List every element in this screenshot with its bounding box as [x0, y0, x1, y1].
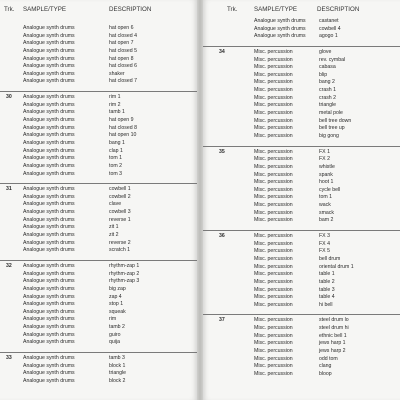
- sample-type-cell: Analogue synth drums: [23, 370, 75, 377]
- sample-type-cell: Misc. percussion: [254, 186, 293, 193]
- table-row: [0, 71, 197, 79]
- table-row: [0, 263, 197, 271]
- description-cell: tom 1: [319, 194, 332, 201]
- table-row: [203, 210, 400, 218]
- track-block: [203, 46, 400, 141]
- sample-type-cell: Misc. percussion: [254, 370, 293, 377]
- sample-type-cell: Misc. percussion: [254, 194, 293, 201]
- table-row: [203, 87, 400, 95]
- description-cell: cowbell 2: [109, 193, 131, 200]
- description-cell: triangle: [109, 370, 127, 377]
- description-cell: zit 2: [109, 232, 119, 239]
- table-row: [203, 333, 400, 341]
- sample-type-cell: Misc. percussion: [254, 263, 293, 270]
- description-cell: bang 1: [109, 139, 125, 146]
- table-row: [203, 202, 400, 210]
- track-number: 31: [6, 186, 12, 193]
- track-number: 34: [219, 48, 225, 55]
- sample-type-cell: Analogue synth drums: [23, 132, 75, 139]
- description-cell: bang 2: [319, 79, 335, 86]
- table-row: [0, 132, 197, 140]
- description-cell: block 2: [109, 377, 126, 384]
- table-row: [203, 164, 400, 172]
- table-row: [0, 163, 197, 171]
- table-row: [0, 240, 197, 248]
- table-row: [0, 363, 197, 371]
- sample-type-cell: Analogue synth drums: [254, 25, 306, 32]
- sample-type-cell: Analogue synth drums: [23, 293, 75, 300]
- header-sample-type: SAMPLE/TYPE: [254, 6, 297, 13]
- sample-type-cell: Analogue synth drums: [23, 362, 75, 369]
- table-row: [203, 279, 400, 287]
- table-row: [0, 109, 197, 117]
- description-cell: agogo 1: [319, 33, 338, 40]
- sample-type-cell: Analogue synth drums: [23, 101, 75, 108]
- header-description: DESCRIPTION: [109, 6, 152, 13]
- description-cell: table 2: [319, 278, 335, 285]
- description-cell: bam 2: [319, 217, 334, 224]
- table-row: [0, 148, 197, 156]
- description-cell: rhythm-zap 1: [109, 262, 140, 269]
- sample-type-cell: Analogue synth drums: [23, 78, 75, 85]
- table-row: [0, 201, 197, 209]
- sample-type-cell: Analogue synth drums: [23, 186, 75, 193]
- description-cell: hoot 1: [319, 179, 334, 186]
- description-cell: reverse 2: [109, 239, 131, 246]
- sample-type-cell: Analogue synth drums: [23, 224, 75, 231]
- table-row: [203, 149, 400, 157]
- description-cell: steel drum lo: [319, 317, 349, 324]
- table-row: [203, 294, 400, 302]
- sample-type-cell: Misc. percussion: [254, 179, 293, 186]
- table-row: [0, 186, 197, 194]
- description-cell: hat open 9: [109, 117, 134, 124]
- track-block: [203, 314, 400, 378]
- sample-type-cell: Misc. percussion: [254, 87, 293, 94]
- table-row: [203, 156, 400, 164]
- table-row: [203, 348, 400, 356]
- description-cell: rim 2: [109, 101, 121, 108]
- table-row: [0, 194, 197, 202]
- sample-type-cell: Misc. percussion: [254, 132, 293, 139]
- description-cell: table 4: [319, 294, 335, 301]
- sample-type-cell: Analogue synth drums: [23, 94, 75, 101]
- table-row: [0, 247, 197, 255]
- table-row: [203, 110, 400, 118]
- description-cell: FX 3: [319, 233, 330, 240]
- description-cell: guiro: [109, 331, 121, 338]
- description-cell: oriental drum 1: [319, 263, 354, 270]
- description-cell: cowbell 3: [109, 209, 131, 216]
- sample-type-cell: Misc. percussion: [254, 171, 293, 178]
- sample-type-cell: Misc. percussion: [254, 363, 293, 370]
- table-row: [203, 371, 400, 379]
- table-row: [203, 287, 400, 295]
- description-cell: rhythm-zap 2: [109, 270, 140, 277]
- description-cell: hat open 10: [109, 132, 137, 139]
- sample-type-cell: Analogue synth drums: [23, 162, 75, 169]
- sample-type-cell: Misc. percussion: [254, 294, 293, 301]
- table-row: [203, 179, 400, 187]
- description-cell: reverse 1: [109, 216, 131, 223]
- track-block: [203, 146, 400, 225]
- description-cell: hi bell: [319, 301, 333, 308]
- track-block: [0, 183, 197, 255]
- sample-type-cell: Analogue synth drums: [23, 239, 75, 246]
- table-row: [203, 33, 400, 41]
- sample-type-cell: Misc. percussion: [254, 233, 293, 240]
- description-cell: jews harp 1: [319, 340, 346, 347]
- table-row: [203, 118, 400, 126]
- table-row: [203, 49, 400, 57]
- description-cell: tom 2: [109, 162, 122, 169]
- sample-type-cell: Misc. percussion: [254, 332, 293, 339]
- sample-type-cell: Analogue synth drums: [23, 117, 75, 124]
- table-row: [0, 316, 197, 324]
- table-row: [203, 340, 400, 348]
- sample-type-cell: Misc. percussion: [254, 248, 293, 255]
- sample-type-cell: Misc. percussion: [254, 347, 293, 354]
- sample-type-cell: Analogue synth drums: [23, 201, 75, 208]
- sample-type-cell: Analogue synth drums: [23, 147, 75, 154]
- sample-type-cell: Analogue synth drums: [23, 216, 75, 223]
- table-row: [0, 140, 197, 148]
- description-cell: scratch 1: [109, 247, 131, 254]
- description-cell: hat closed 4: [109, 32, 137, 39]
- table-row: [203, 79, 400, 87]
- table-row: [0, 25, 197, 33]
- description-cell: rim: [109, 316, 117, 323]
- table-row: [203, 317, 400, 325]
- description-cell: rhythm-zap 3: [109, 278, 140, 285]
- table-row: [0, 155, 197, 163]
- table-row: [203, 72, 400, 80]
- description-cell: blip: [319, 71, 328, 78]
- description-cell: table 3: [319, 286, 335, 293]
- sample-type-cell: Misc. percussion: [254, 163, 293, 170]
- table-row: [0, 339, 197, 347]
- table-row: [0, 301, 197, 309]
- description-cell: clang: [319, 363, 332, 370]
- description-cell: ethnic bell 1: [319, 332, 347, 339]
- sample-type-cell: Analogue synth drums: [23, 331, 75, 338]
- description-cell: quija: [109, 339, 120, 346]
- description-cell: rim 1: [109, 94, 121, 101]
- description-cell: bell tree up: [319, 125, 345, 132]
- sample-type-cell: Analogue synth drums: [23, 232, 75, 239]
- sample-type-cell: Misc. percussion: [254, 64, 293, 71]
- sample-type-cell: Analogue synth drums: [23, 339, 75, 346]
- description-cell: hat open 8: [109, 55, 134, 62]
- sample-type-cell: Misc. percussion: [254, 117, 293, 124]
- description-cell: cowbell 4: [319, 25, 341, 32]
- description-cell: tamb 3: [109, 354, 125, 361]
- sample-type-cell: Analogue synth drums: [23, 262, 75, 269]
- description-cell: glove: [319, 48, 332, 55]
- sample-type-cell: Misc. percussion: [254, 71, 293, 78]
- sample-type-cell: Analogue synth drums: [23, 209, 75, 216]
- sample-type-cell: Analogue synth drums: [23, 316, 75, 323]
- table-row: [203, 95, 400, 103]
- description-cell: triangle: [319, 102, 337, 109]
- track-number: 36: [219, 233, 225, 240]
- sample-type-cell: Misc. percussion: [254, 355, 293, 362]
- description-cell: shaker: [109, 70, 125, 77]
- description-cell: stop 1: [109, 301, 124, 308]
- description-cell: table 1: [319, 271, 335, 278]
- table-row: [0, 232, 197, 240]
- description-cell: castanet: [319, 18, 339, 24]
- description-cell: crash 2: [319, 94, 337, 101]
- description-cell: smack: [319, 209, 334, 216]
- table-row: [203, 102, 400, 110]
- sample-type-cell: Misc. percussion: [254, 202, 293, 209]
- sample-type-cell: Misc. percussion: [254, 56, 293, 63]
- sample-type-cell: Misc. percussion: [254, 209, 293, 216]
- table-row: [203, 302, 400, 310]
- sample-type-cell: Misc. percussion: [254, 278, 293, 285]
- description-cell: squeak: [109, 308, 126, 315]
- table-row: [0, 48, 197, 56]
- description-cell: steel drum hi: [319, 325, 349, 332]
- description-cell: FX 2: [319, 156, 330, 163]
- description-cell: big zap: [109, 285, 126, 292]
- sample-type-cell: Analogue synth drums: [23, 193, 75, 200]
- sample-type-cell: Misc. percussion: [254, 79, 293, 86]
- track-number: 37: [219, 317, 225, 324]
- track-number: 30: [6, 94, 12, 101]
- table-row: [0, 117, 197, 125]
- table-row: [0, 378, 197, 386]
- description-cell: crash 1: [319, 87, 337, 94]
- sample-type-cell: Analogue synth drums: [23, 124, 75, 131]
- table-row: [203, 26, 400, 34]
- description-cell: tamb 1: [109, 109, 125, 116]
- description-cell: rev. cymbal: [319, 56, 346, 63]
- table-row: [0, 171, 197, 179]
- description-cell: hat closed 7: [109, 78, 137, 85]
- track-block: [0, 25, 197, 86]
- sample-type-cell: Misc. percussion: [254, 156, 293, 163]
- left-page: [0, 0, 197, 400]
- sample-type-cell: Analogue synth drums: [23, 40, 75, 47]
- description-cell: FX 1: [319, 148, 330, 155]
- description-cell: big gong: [319, 132, 339, 139]
- track-number: 32: [6, 262, 12, 269]
- description-cell: bloop: [319, 370, 332, 377]
- description-cell: whistle: [319, 163, 335, 170]
- table-row: [0, 309, 197, 317]
- table-row: [203, 241, 400, 249]
- sample-type-cell: Misc. percussion: [254, 217, 293, 224]
- description-cell: hat closed 6: [109, 63, 137, 70]
- description-cell: metal pole: [319, 110, 343, 117]
- sample-type-cell: Misc. percussion: [254, 317, 293, 324]
- table-row: [0, 332, 197, 340]
- sample-type-cell: Misc. percussion: [254, 240, 293, 247]
- sample-type-cell: Misc. percussion: [254, 271, 293, 278]
- sample-type-cell: Misc. percussion: [254, 148, 293, 155]
- description-cell: cabasa: [319, 64, 336, 71]
- description-cell: zap 4: [109, 293, 122, 300]
- table-row: [203, 194, 400, 202]
- sample-type-cell: Analogue synth drums: [23, 55, 75, 62]
- table-row: [0, 63, 197, 71]
- description-cell: spank: [319, 171, 333, 178]
- sample-type-cell: Misc. percussion: [254, 340, 293, 347]
- description-cell: odd tom: [319, 355, 338, 362]
- table-row: [0, 324, 197, 332]
- description-cell: cowbell 1: [109, 186, 131, 193]
- track-number: 33: [6, 354, 12, 361]
- description-cell: hat open 7: [109, 40, 134, 47]
- table-row: [0, 94, 197, 102]
- description-cell: clave: [109, 201, 122, 208]
- description-cell: FX 4: [319, 240, 330, 247]
- table-row: [0, 209, 197, 217]
- description-cell: tom 3: [109, 170, 122, 177]
- track-block: [203, 18, 400, 41]
- table-row: [203, 363, 400, 371]
- description-cell: hat closed 5: [109, 47, 137, 54]
- description-cell: clap 1: [109, 147, 123, 154]
- table-row: [203, 57, 400, 65]
- sample-type-cell: Analogue synth drums: [23, 247, 75, 254]
- sample-type-cell: Analogue synth drums: [23, 139, 75, 146]
- right-page: [203, 0, 400, 400]
- sample-type-cell: Analogue synth drums: [23, 32, 75, 39]
- description-cell: block 1: [109, 362, 126, 369]
- description-cell: FX 5: [319, 248, 330, 255]
- table-row: [0, 224, 197, 232]
- track-block: [203, 230, 400, 309]
- sample-type-cell: Analogue synth drums: [254, 33, 306, 40]
- table-row: [203, 187, 400, 195]
- sample-type-cell: Analogue synth drums: [23, 278, 75, 285]
- sample-type-cell: Analogue synth drums: [23, 285, 75, 292]
- table-row: [0, 40, 197, 48]
- table-row: [203, 133, 400, 141]
- header-trk: Trk.: [227, 6, 238, 13]
- table-row: [0, 102, 197, 110]
- sample-type-cell: Analogue synth drums: [23, 354, 75, 361]
- track-number: 35: [219, 148, 225, 155]
- sample-type-cell: Analogue synth drums: [23, 109, 75, 116]
- table-row: [0, 294, 197, 302]
- table-row: [203, 64, 400, 72]
- sample-type-cell: Misc. percussion: [254, 110, 293, 117]
- description-cell: wack: [319, 202, 331, 209]
- table-row: [203, 325, 400, 333]
- table-row: [203, 172, 400, 180]
- sample-type-cell: Analogue synth drums: [23, 155, 75, 162]
- sample-type-cell: Analogue synth drums: [23, 47, 75, 54]
- sample-type-cell: Misc. percussion: [254, 301, 293, 308]
- sample-type-cell: Misc. percussion: [254, 102, 293, 109]
- table-row: [0, 217, 197, 225]
- table-row: [203, 264, 400, 272]
- sample-type-cell: Analogue synth drums: [254, 18, 306, 24]
- description-cell: zit 1: [109, 224, 119, 231]
- right-table: [203, 18, 400, 379]
- table-row: [0, 271, 197, 279]
- sample-type-cell: Misc. percussion: [254, 125, 293, 132]
- sample-type-cell: Analogue synth drums: [23, 270, 75, 277]
- track-block: [0, 352, 197, 386]
- table-row: [203, 18, 400, 26]
- description-cell: hat closed 8: [109, 124, 137, 131]
- table-row: [203, 233, 400, 241]
- sample-type-cell: Analogue synth drums: [23, 170, 75, 177]
- description-cell: bell drum: [319, 255, 341, 262]
- header-sample-type: SAMPLE/TYPE: [23, 6, 66, 13]
- table-row: [0, 278, 197, 286]
- track-block: [0, 91, 197, 178]
- table-row: [0, 56, 197, 64]
- sample-type-cell: Analogue synth drums: [23, 308, 75, 315]
- sample-type-cell: Misc. percussion: [254, 325, 293, 332]
- sample-type-cell: Misc. percussion: [254, 255, 293, 262]
- table-row: [203, 248, 400, 256]
- table-row: [0, 286, 197, 294]
- description-cell: hat open 6: [109, 25, 134, 31]
- table-row: [203, 125, 400, 133]
- sample-type-cell: Analogue synth drums: [23, 301, 75, 308]
- sample-type-cell: Analogue synth drums: [23, 377, 75, 384]
- sample-type-cell: Analogue synth drums: [23, 25, 75, 31]
- table-row: [203, 256, 400, 264]
- table-row: [203, 217, 400, 225]
- sample-type-cell: Misc. percussion: [254, 94, 293, 101]
- sample-type-cell: Analogue synth drums: [23, 70, 75, 77]
- sample-type-cell: Analogue synth drums: [23, 324, 75, 331]
- track-block: [0, 260, 197, 347]
- description-cell: tamb 2: [109, 324, 125, 331]
- description-cell: bell tree down: [319, 117, 352, 124]
- sample-type-cell: Misc. percussion: [254, 48, 293, 55]
- table-row: [203, 356, 400, 364]
- table-row: [0, 78, 197, 86]
- table-row: [0, 33, 197, 41]
- sample-type-cell: Misc. percussion: [254, 286, 293, 293]
- table-row: [0, 355, 197, 363]
- sample-type-cell: Analogue synth drums: [23, 63, 75, 70]
- left-table: [0, 25, 197, 386]
- table-row: [203, 271, 400, 279]
- description-cell: tom 1: [109, 155, 122, 162]
- table-row: [0, 370, 197, 378]
- description-cell: jews harp 2: [319, 347, 346, 354]
- description-cell: cycle bell: [319, 186, 341, 193]
- header-description: DESCRIPTION: [317, 6, 360, 13]
- header-trk: Trk.: [4, 6, 15, 13]
- table-row: [0, 125, 197, 133]
